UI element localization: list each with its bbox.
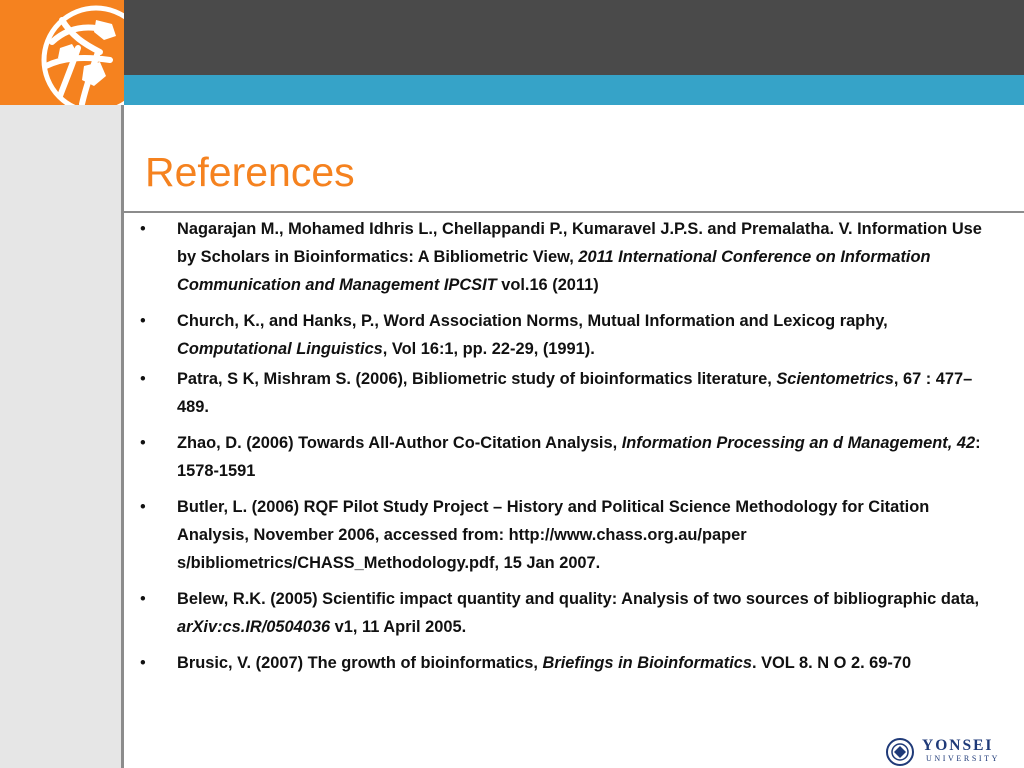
reference-text: Patra, S K, Mishram S. (2006), Bibliometric study of bioinformatics literature, [177,370,777,388]
reference-text: , 67 : 477–489. [177,370,973,416]
bullet: • [140,312,146,330]
bullet: • [140,498,146,516]
bullet: • [140,434,146,452]
reference-text: vol.16 (2011) [496,276,599,294]
university-seal-icon [880,736,920,768]
left-divider-line [121,105,124,768]
reference-text: : 1578-1591 [177,434,981,480]
reference-text: Zhao, D. (2006) Towards All-Author Co-Citation Analysis, [177,434,622,452]
reference-item [138,307,988,363]
reference-source: 2011 International Conference on Information Communication and Management IPCSIT [177,248,931,294]
reference-source: Information Processing an d Management, 42 [621,434,976,452]
bullet: • [140,654,146,672]
reference-text: Butler, L. (2006) RQF Pilot Study Project – History and Political Science Methodology for Citation Analysis, November 2006, accessed from: http://www.chass.org.au/paper s/bibliometrics/CHASS_Methodology.pdf, 15 Jan 2007. [177,498,930,572]
header-band-dark [124,0,1024,75]
logo-subtitle: UNIVERSITY [926,754,1000,763]
left-sidebar-stripe [0,105,121,768]
reference-text: v1, 11 April 2005. [330,618,467,636]
reference-source: arXiv:cs.IR/0504036 [177,618,331,636]
reference-list [138,212,988,677]
logo-name: YONSEI [922,737,994,754]
logo-panel [0,0,124,105]
reference-source: Computational Linguistics [177,340,383,358]
yonsei-university-logo [880,736,1024,768]
bullet: • [140,590,146,608]
reference-item [138,649,988,677]
reference-text: Church, K., and Hanks, P., Word Association Norms, Mutual Information and Lexicog raphy, [177,312,888,330]
header-band-blue [124,75,1024,105]
reference-text: Belew, R.K. (2005) Scientific impact quantity and quality: Analysis of two sources of bibliographic data, [177,590,980,608]
globe-icon [0,0,124,105]
reference-source: Scientometrics [776,370,894,388]
reference-item [138,493,988,577]
reference-item [138,215,988,299]
reference-source: Briefings in Bioinformatics [542,654,752,672]
reference-text: Nagarajan M., Mohamed Idhris L., Chellappandi P., Kumaravel J.P.S. and Premalatha. V. Information Use by Scholars in Bioinformatics: A Bibliometric View, [177,220,982,266]
slide-title: References [145,149,355,195]
bullet: • [140,370,146,388]
reference-text: , Vol 16:1, pp. 22-29, (1991). [382,340,595,358]
reference-item [138,365,988,421]
reference-text: . VOL 8. N O 2. 69-70 [751,654,912,672]
reference-item [138,429,988,485]
reference-text: Brusic, V. (2007) The growth of bioinformatics, [177,654,543,672]
reference-item [138,585,988,641]
bullet: • [140,220,146,238]
